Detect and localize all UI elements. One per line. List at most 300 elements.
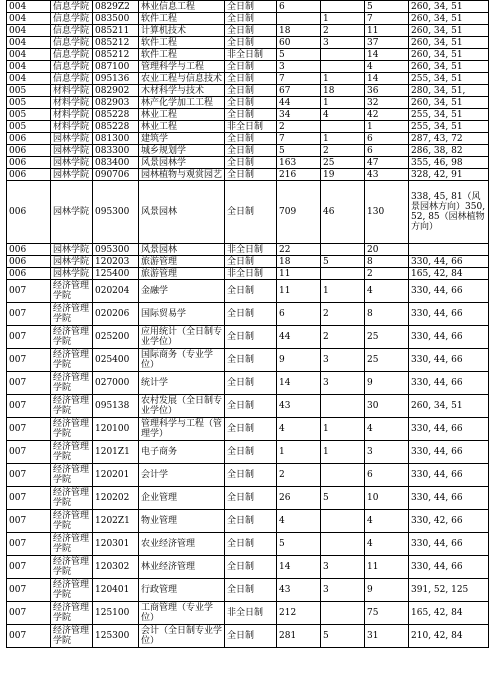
count-cell: 1: [321, 280, 365, 303]
count-cell: 2: [321, 25, 365, 37]
count-cell: 5: [365, 1, 409, 13]
major-code-cell: 082903: [93, 97, 139, 109]
college-cell: 材料学院: [51, 97, 93, 109]
table-row: [7, 533, 489, 556]
count-cell: 19: [321, 169, 365, 181]
college-cell: 园林学院: [51, 181, 93, 244]
score-line-cell: 330, 44, 66: [409, 533, 489, 556]
study-mode-cell: 非全日制: [225, 244, 277, 256]
unit-code-cell: 006: [7, 169, 51, 181]
major-code-cell: 083500: [93, 13, 139, 25]
score-line-cell: 260, 34, 51: [409, 97, 489, 109]
major-code-cell: 120302: [93, 556, 139, 579]
plan-count-cell: 2: [277, 121, 321, 133]
count-cell: 4: [365, 280, 409, 303]
score-line-cell: 355, 46, 98: [409, 157, 489, 169]
count-cell: 47: [365, 157, 409, 169]
major-code-cell: 1202Z1: [93, 510, 139, 533]
college-cell: 经济管理学院: [51, 418, 93, 441]
major-name-cell: 管理科学与工程（管理学）: [139, 418, 225, 441]
table-row: [7, 157, 489, 169]
unit-code-cell: 006: [7, 133, 51, 145]
unit-code-cell: 005: [7, 109, 51, 121]
college-cell: 经济管理学院: [51, 510, 93, 533]
college-cell: 园林学院: [51, 256, 93, 268]
unit-code-cell: 007: [7, 303, 51, 326]
plan-count-cell: 212: [277, 602, 321, 625]
count-cell: 14: [365, 49, 409, 61]
score-line-cell: 260, 34, 51: [409, 395, 489, 418]
study-mode-cell: 全日制: [225, 418, 277, 441]
major-code-cell: 120100: [93, 418, 139, 441]
major-name-cell: 国际商务（专业学位）: [139, 349, 225, 372]
college-cell: 信息学院: [51, 25, 93, 37]
count-cell: 75: [365, 602, 409, 625]
major-name-cell: 林业信息工程: [139, 1, 225, 13]
plan-count-cell: 7: [277, 73, 321, 85]
unit-code-cell: 007: [7, 372, 51, 395]
plan-count-cell: 163: [277, 157, 321, 169]
count-cell: 6: [365, 464, 409, 487]
major-code-cell: 081300: [93, 133, 139, 145]
study-mode-cell: 全日制: [225, 61, 277, 73]
count-cell: 3: [321, 556, 365, 579]
study-mode-cell: 全日制: [225, 85, 277, 97]
count-cell: 37: [365, 37, 409, 49]
count-cell: 2: [321, 303, 365, 326]
major-code-cell: 020206: [93, 303, 139, 326]
plan-count-cell: 5: [277, 145, 321, 157]
major-code-cell: 095300: [93, 181, 139, 244]
table-row: [7, 37, 489, 49]
plan-count-cell: 14: [277, 372, 321, 395]
major-name-cell: 软件工程: [139, 49, 225, 61]
plan-count-cell: 1: [277, 441, 321, 464]
college-cell: 园林学院: [51, 268, 93, 280]
major-code-cell: 120201: [93, 464, 139, 487]
major-name-cell: 电子商务: [139, 441, 225, 464]
table-row: [7, 579, 489, 602]
count-cell: 3: [321, 372, 365, 395]
unit-code-cell: 007: [7, 395, 51, 418]
study-mode-cell: 全日制: [225, 109, 277, 121]
score-line-cell: 330, 44, 66: [409, 303, 489, 326]
unit-code-cell: 007: [7, 510, 51, 533]
major-name-cell: 工商管理（专业学位）: [139, 602, 225, 625]
college-cell: 经济管理学院: [51, 395, 93, 418]
score-line-cell: 330, 44, 66: [409, 326, 489, 349]
count-cell: 25: [365, 326, 409, 349]
score-line-cell: 330, 42, 66: [409, 510, 489, 533]
table-body: [7, 1, 489, 648]
unit-code-cell: 006: [7, 181, 51, 244]
major-code-cell: 120401: [93, 579, 139, 602]
major-code-cell: 027000: [93, 372, 139, 395]
count-cell: 20: [365, 244, 409, 256]
study-mode-cell: 全日制: [225, 372, 277, 395]
count-cell: 5: [321, 256, 365, 268]
major-name-cell: 金融学: [139, 280, 225, 303]
score-line-cell: 260, 34, 51: [409, 49, 489, 61]
study-mode-cell: 全日制: [225, 256, 277, 268]
count-cell: [321, 49, 365, 61]
count-cell: [321, 510, 365, 533]
plan-count-cell: 6: [277, 303, 321, 326]
major-code-cell: 095136: [93, 73, 139, 85]
unit-code-cell: 005: [7, 121, 51, 133]
score-line-cell: 328, 42, 91: [409, 169, 489, 181]
major-name-cell: 城乡规划学: [139, 145, 225, 157]
score-line-cell: 165, 42, 84: [409, 602, 489, 625]
count-cell: 31: [365, 625, 409, 648]
unit-code-cell: 004: [7, 13, 51, 25]
count-cell: 2: [321, 145, 365, 157]
count-cell: 8: [365, 303, 409, 326]
table-row: [7, 109, 489, 121]
unit-code-cell: 006: [7, 157, 51, 169]
table-row: [7, 395, 489, 418]
plan-count-cell: 22: [277, 244, 321, 256]
unit-code-cell: 004: [7, 61, 51, 73]
score-line-cell: 330, 44, 66: [409, 256, 489, 268]
unit-code-cell: 007: [7, 487, 51, 510]
major-code-cell: 020204: [93, 280, 139, 303]
study-mode-cell: 全日制: [225, 169, 277, 181]
study-mode-cell: 全日制: [225, 145, 277, 157]
college-cell: 经济管理学院: [51, 533, 93, 556]
study-mode-cell: 非全日制: [225, 268, 277, 280]
college-cell: 经济管理学院: [51, 303, 93, 326]
table-row: [7, 1, 489, 13]
count-cell: [321, 395, 365, 418]
major-code-cell: 085228: [93, 121, 139, 133]
count-cell: 6: [365, 133, 409, 145]
table-row: [7, 97, 489, 109]
unit-code-cell: 007: [7, 418, 51, 441]
major-name-cell: 软件工程: [139, 37, 225, 49]
unit-code-cell: 007: [7, 556, 51, 579]
unit-code-cell: 005: [7, 85, 51, 97]
count-cell: 9: [365, 372, 409, 395]
score-line-cell: 280, 34, 51,: [409, 85, 489, 97]
count-cell: 10: [365, 487, 409, 510]
plan-count-cell: 9: [277, 349, 321, 372]
college-cell: 经济管理学院: [51, 487, 93, 510]
study-mode-cell: 非全日制: [225, 121, 277, 133]
count-cell: 6: [365, 145, 409, 157]
study-mode-cell: 全日制: [225, 25, 277, 37]
table-row: [7, 169, 489, 181]
table-row: [7, 61, 489, 73]
college-cell: 经济管理学院: [51, 372, 93, 395]
college-cell: 园林学院: [51, 157, 93, 169]
score-line-cell: 165, 42, 84: [409, 268, 489, 280]
study-mode-cell: 非全日制: [225, 49, 277, 61]
table-row: [7, 418, 489, 441]
major-name-cell: 林产化学加工工程: [139, 97, 225, 109]
plan-count-cell: 2: [277, 464, 321, 487]
table-row: [7, 25, 489, 37]
major-code-cell: 083400: [93, 157, 139, 169]
major-name-cell: 农业工程与信息技术: [139, 73, 225, 85]
plan-count-cell: 4: [277, 510, 321, 533]
major-name-cell: 林业经济管理: [139, 556, 225, 579]
major-name-cell: 会计（全日制专业学位）: [139, 625, 225, 648]
count-cell: 42: [365, 109, 409, 121]
college-cell: 经济管理学院: [51, 625, 93, 648]
major-code-cell: 095138: [93, 395, 139, 418]
count-cell: [321, 268, 365, 280]
major-name-cell: 行政管理: [139, 579, 225, 602]
unit-code-cell: 005: [7, 97, 51, 109]
college-cell: 经济管理学院: [51, 579, 93, 602]
college-cell: 信息学院: [51, 49, 93, 61]
score-line-cell: 260, 34, 51: [409, 1, 489, 13]
table-row: [7, 487, 489, 510]
count-cell: 3: [321, 579, 365, 602]
study-mode-cell: 全日制: [225, 157, 277, 169]
study-mode-cell: 全日制: [225, 441, 277, 464]
table-row: [7, 349, 489, 372]
count-cell: [321, 464, 365, 487]
table-row: [7, 85, 489, 97]
table-row: [7, 464, 489, 487]
major-code-cell: 120301: [93, 533, 139, 556]
count-cell: [321, 1, 365, 13]
table-row: [7, 510, 489, 533]
study-mode-cell: 全日制: [225, 1, 277, 13]
major-code-cell: 085228: [93, 109, 139, 121]
study-mode-cell: 全日制: [225, 280, 277, 303]
score-line-cell: 287, 43, 72: [409, 133, 489, 145]
count-cell: 9: [365, 579, 409, 602]
major-name-cell: 旅游管理: [139, 268, 225, 280]
plan-count-cell: 60: [277, 37, 321, 49]
score-line-cell: 330, 44, 66: [409, 280, 489, 303]
major-code-cell: 120202: [93, 487, 139, 510]
plan-count-cell: 18: [277, 256, 321, 268]
unit-code-cell: 007: [7, 533, 51, 556]
major-code-cell: 090706: [93, 169, 139, 181]
count-cell: 5: [321, 487, 365, 510]
study-mode-cell: 全日制: [225, 181, 277, 244]
table-row: [7, 256, 489, 268]
plan-count-cell: 11: [277, 268, 321, 280]
college-cell: 经济管理学院: [51, 326, 93, 349]
table-row: [7, 73, 489, 85]
major-name-cell: 农业经济管理: [139, 533, 225, 556]
study-mode-cell: 全日制: [225, 349, 277, 372]
plan-count-cell: 18: [277, 25, 321, 37]
study-mode-cell: 全日制: [225, 579, 277, 602]
plan-count-cell: 6: [277, 1, 321, 13]
college-cell: 园林学院: [51, 169, 93, 181]
score-line-cell: 330, 44, 66: [409, 441, 489, 464]
major-code-cell: 085211: [93, 25, 139, 37]
count-cell: 18: [321, 85, 365, 97]
count-cell: 2: [365, 268, 409, 280]
college-cell: 经济管理学院: [51, 441, 93, 464]
major-code-cell: 085212: [93, 37, 139, 49]
admission-table: [6, 0, 489, 648]
count-cell: 25: [321, 157, 365, 169]
count-cell: 1: [321, 441, 365, 464]
plan-count-cell: [277, 13, 321, 25]
score-line-cell: 255, 34, 51: [409, 109, 489, 121]
plan-count-cell: 34: [277, 109, 321, 121]
count-cell: 4: [365, 510, 409, 533]
count-cell: 1: [321, 73, 365, 85]
unit-code-cell: 007: [7, 441, 51, 464]
score-line-cell: 330, 44, 66: [409, 372, 489, 395]
major-code-cell: 0829Z2: [93, 1, 139, 13]
table-row: [7, 133, 489, 145]
score-line-cell: 260, 34, 51: [409, 13, 489, 25]
major-name-cell: 管理科学与工程: [139, 61, 225, 73]
table-row: [7, 13, 489, 25]
count-cell: 43: [365, 169, 409, 181]
plan-count-cell: 26: [277, 487, 321, 510]
unit-code-cell: 004: [7, 1, 51, 13]
major-code-cell: 125400: [93, 268, 139, 280]
study-mode-cell: 全日制: [225, 625, 277, 648]
count-cell: 4: [321, 109, 365, 121]
score-line-cell: 330, 44, 66: [409, 556, 489, 579]
college-cell: 园林学院: [51, 244, 93, 256]
study-mode-cell: 全日制: [225, 97, 277, 109]
unit-code-cell: 004: [7, 37, 51, 49]
major-name-cell: 会计学: [139, 464, 225, 487]
score-line-cell: 330, 44, 66: [409, 418, 489, 441]
count-cell: 11: [365, 25, 409, 37]
major-code-cell: 1201Z1: [93, 441, 139, 464]
college-cell: 园林学院: [51, 145, 93, 157]
study-mode-cell: 全日制: [225, 510, 277, 533]
major-name-cell: 风景园林: [139, 244, 225, 256]
plan-count-cell: 67: [277, 85, 321, 97]
score-line-cell: [409, 244, 489, 256]
unit-code-cell: 004: [7, 73, 51, 85]
unit-code-cell: 007: [7, 625, 51, 648]
count-cell: [321, 244, 365, 256]
college-cell: 材料学院: [51, 109, 93, 121]
major-code-cell: 025200: [93, 326, 139, 349]
major-name-cell: 旅游管理: [139, 256, 225, 268]
count-cell: 25: [365, 349, 409, 372]
table-row: [7, 244, 489, 256]
plan-count-cell: 44: [277, 97, 321, 109]
college-cell: 信息学院: [51, 37, 93, 49]
score-line-cell: 210, 42, 84: [409, 625, 489, 648]
college-cell: 经济管理学院: [51, 602, 93, 625]
count-cell: 7: [365, 13, 409, 25]
major-code-cell: 085212: [93, 49, 139, 61]
major-name-cell: 建筑学: [139, 133, 225, 145]
score-line-cell: 260, 34, 51: [409, 37, 489, 49]
college-cell: 经济管理学院: [51, 556, 93, 579]
major-name-cell: 风景园林: [139, 181, 225, 244]
table-row: [7, 280, 489, 303]
unit-code-cell: 007: [7, 349, 51, 372]
unit-code-cell: 006: [7, 145, 51, 157]
score-line-cell: 255, 34, 51: [409, 121, 489, 133]
major-name-cell: 林业工程: [139, 121, 225, 133]
plan-count-cell: 7: [277, 133, 321, 145]
count-cell: 32: [365, 97, 409, 109]
table-row: [7, 49, 489, 61]
major-name-cell: 林业工程: [139, 109, 225, 121]
count-cell: 14: [365, 73, 409, 85]
count-cell: [321, 533, 365, 556]
count-cell: [321, 602, 365, 625]
study-mode-cell: 全日制: [225, 326, 277, 349]
major-code-cell: 082902: [93, 85, 139, 97]
count-cell: 4: [365, 418, 409, 441]
study-mode-cell: 全日制: [225, 37, 277, 49]
table-row: [7, 181, 489, 244]
major-name-cell: 企业管理: [139, 487, 225, 510]
unit-code-cell: 006: [7, 268, 51, 280]
major-name-cell: 计算机技术: [139, 25, 225, 37]
unit-code-cell: 007: [7, 326, 51, 349]
study-mode-cell: 全日制: [225, 13, 277, 25]
table-row: [7, 372, 489, 395]
plan-count-cell: 14: [277, 556, 321, 579]
table-row: [7, 625, 489, 648]
major-name-cell: 软件工程: [139, 13, 225, 25]
major-code-cell: 083300: [93, 145, 139, 157]
count-cell: 11: [365, 556, 409, 579]
count-cell: 36: [365, 85, 409, 97]
major-code-cell: 120203: [93, 256, 139, 268]
table-row: [7, 556, 489, 579]
major-name-cell: 木材科学与技术: [139, 85, 225, 97]
college-cell: 信息学院: [51, 13, 93, 25]
college-cell: 信息学院: [51, 61, 93, 73]
unit-code-cell: 006: [7, 244, 51, 256]
study-mode-cell: 全日制: [225, 533, 277, 556]
count-cell: 3: [321, 37, 365, 49]
count-cell: [321, 121, 365, 133]
study-mode-cell: 全日制: [225, 464, 277, 487]
score-line-cell: 338, 45, 81（风景园林方向）350, 52, 85（园林植物方向）: [409, 181, 489, 244]
major-name-cell: 风景园林学: [139, 157, 225, 169]
college-cell: 经济管理学院: [51, 280, 93, 303]
table-row: [7, 145, 489, 157]
score-line-cell: 330, 44, 66: [409, 464, 489, 487]
unit-code-cell: 007: [7, 280, 51, 303]
count-cell: 1: [321, 97, 365, 109]
study-mode-cell: 全日制: [225, 133, 277, 145]
count-cell: 8: [365, 256, 409, 268]
count-cell: 2: [321, 326, 365, 349]
study-mode-cell: 全日制: [225, 556, 277, 579]
count-cell: 130: [365, 181, 409, 244]
count-cell: [321, 61, 365, 73]
major-code-cell: 095300: [93, 244, 139, 256]
plan-count-cell: 43: [277, 395, 321, 418]
unit-code-cell: 007: [7, 579, 51, 602]
study-mode-cell: 全日制: [225, 487, 277, 510]
table-row: [7, 121, 489, 133]
plan-count-cell: 216: [277, 169, 321, 181]
plan-count-cell: 3: [277, 61, 321, 73]
count-cell: 1: [321, 133, 365, 145]
plan-count-cell: 4: [277, 418, 321, 441]
table-row: [7, 303, 489, 326]
major-name-cell: 园林植物与观赏园艺: [139, 169, 225, 181]
table-row: [7, 441, 489, 464]
